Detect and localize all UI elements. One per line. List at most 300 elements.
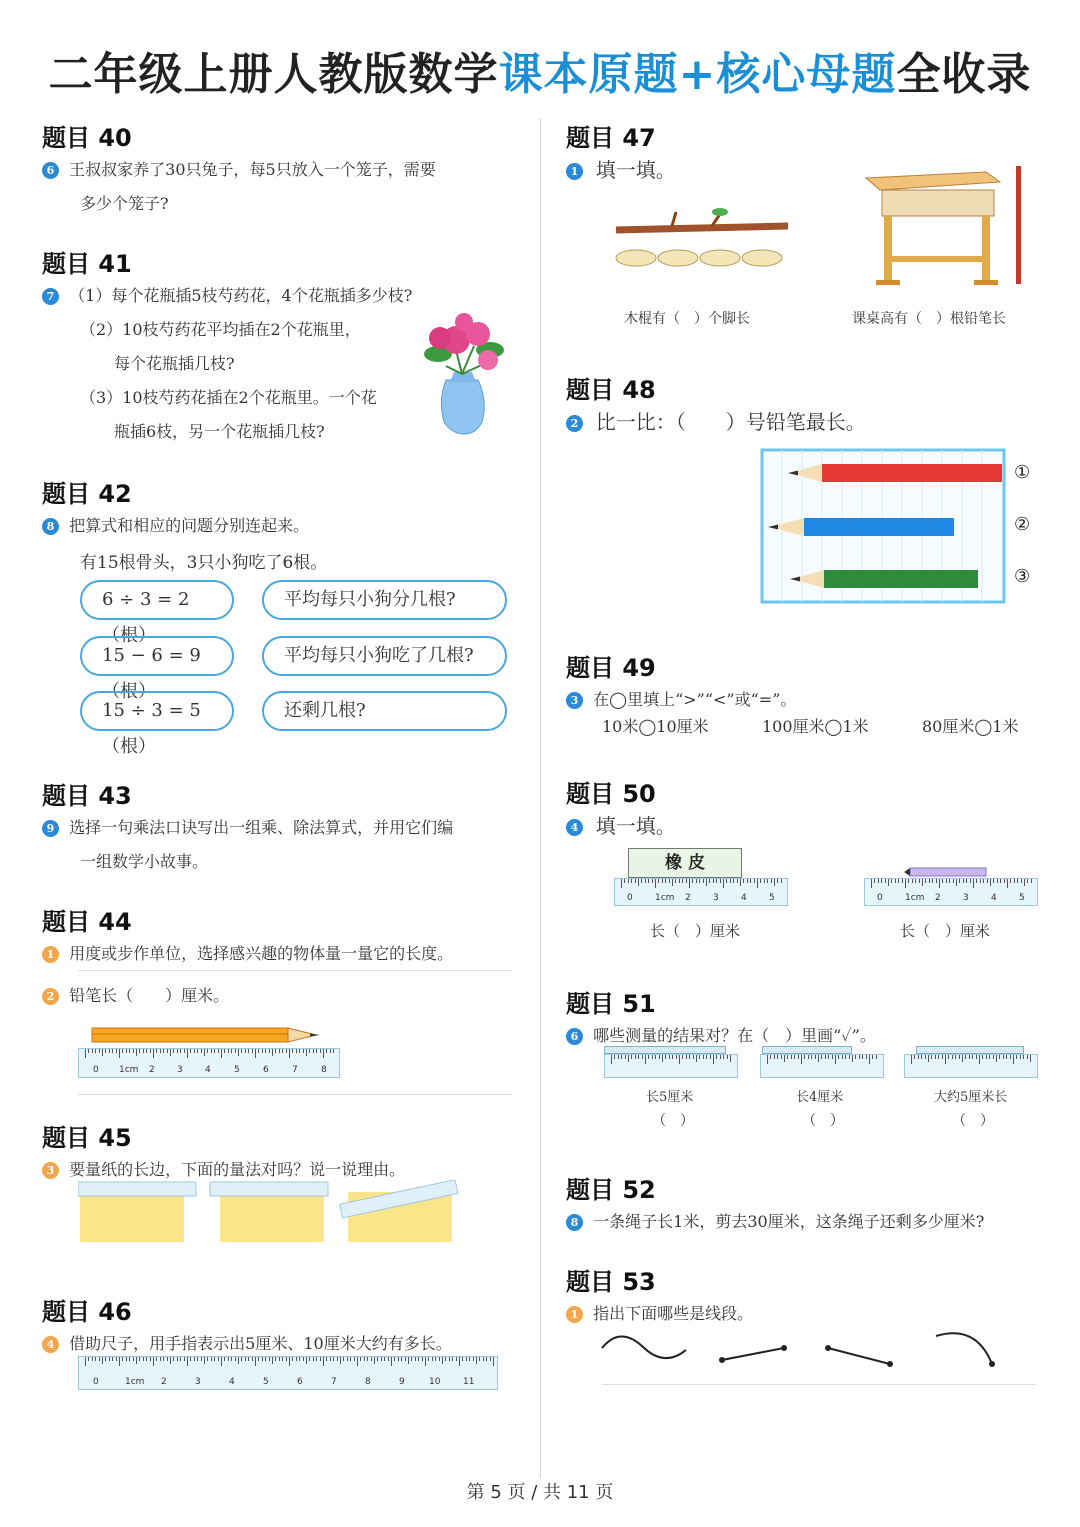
- ruler-tick: [269, 1049, 270, 1053]
- ruler-tick: [1023, 1055, 1024, 1059]
- ruler-tick: [255, 1357, 256, 1366]
- ruler-tick: [922, 879, 923, 886]
- ruler-tick: [1007, 879, 1008, 888]
- ruler-tick: [770, 1055, 771, 1059]
- ruler-tick: [645, 1055, 646, 1064]
- column-divider: [540, 118, 541, 1478]
- ruler-tick: [645, 879, 646, 883]
- ruler-tick: [774, 1055, 775, 1059]
- ruler-tick: [990, 879, 991, 886]
- ruler-tick: [914, 1055, 915, 1059]
- ruler: 0 1cm 2 3 4 5 6 7 8: [78, 1048, 340, 1078]
- ruler-tick: [211, 1049, 212, 1053]
- ruler-tick: [442, 1357, 443, 1364]
- ruler-tick: [723, 879, 724, 888]
- ruler-tick: [340, 1357, 341, 1364]
- ruler-tick: [621, 1055, 622, 1059]
- ruler-tick: [221, 1049, 222, 1058]
- ruler-tick: [360, 1357, 361, 1361]
- ruler-tick: [184, 1049, 185, 1053]
- ruler-tick: [921, 1055, 922, 1059]
- ruler-tick: [435, 1357, 436, 1361]
- ruler-tick: [760, 879, 761, 883]
- ruler-tick: [252, 1357, 253, 1361]
- ruler-tick: [231, 1357, 232, 1361]
- ruler-tick: [245, 1357, 246, 1361]
- expression-box[interactable]: 15 − 6 = 9（根）: [80, 636, 234, 676]
- ruler-tick: [85, 1049, 86, 1058]
- ruler-tick: [160, 1049, 161, 1053]
- ruler-tick: [866, 1055, 867, 1059]
- question-45: 题目 45 3 要量纸的长边，下面的量法对吗？说一说理由。: [42, 1118, 522, 1187]
- ruler-tick: [95, 1357, 96, 1361]
- ruler-tick: [754, 879, 755, 883]
- ruler-tick: [292, 1357, 293, 1361]
- ruler-tick: [911, 1055, 912, 1064]
- ruler-tick: [669, 1055, 670, 1059]
- ruler-tick: [1014, 879, 1015, 883]
- ruler-tick: [740, 879, 741, 886]
- ruler-tick: [303, 1049, 304, 1053]
- ruler-tick: [289, 1049, 290, 1058]
- ruler-tick: [1024, 879, 1025, 886]
- ruler-tick: [757, 879, 758, 888]
- ruler: 0 1cm 2 3 4 5: [864, 878, 1038, 906]
- ruler-tick: [979, 1055, 980, 1064]
- ruler-tick: [469, 1357, 470, 1361]
- ruler-tick: [279, 1357, 280, 1361]
- ruler-tick: [167, 1049, 168, 1053]
- question-box[interactable]: 平均每只小狗分几根?: [262, 580, 507, 620]
- ruler-tick: [804, 1055, 805, 1059]
- ruler-tick: [224, 1357, 225, 1361]
- ruler-tick: [764, 879, 765, 883]
- ruler-tick: [384, 1357, 385, 1361]
- ruler-tick: [1000, 879, 1001, 883]
- ruler-tick: [665, 879, 666, 883]
- ruler-tick: [905, 879, 906, 888]
- ruler-tick: [139, 1049, 140, 1053]
- ruler-tick: [313, 1357, 314, 1361]
- ruler-tick: [207, 1049, 208, 1053]
- ruler-tick: [105, 1357, 106, 1361]
- ruler-tick: [969, 1055, 970, 1059]
- ruler-tick: [439, 1357, 440, 1361]
- ruler-tick: [401, 1357, 402, 1361]
- ruler-tick: [791, 1055, 792, 1059]
- ruler-tick: [190, 1049, 191, 1053]
- ruler-tick: [207, 1357, 208, 1361]
- ruler-tick: [942, 879, 943, 883]
- ruler-tick: [92, 1049, 93, 1053]
- ruler-tick: [109, 1357, 110, 1361]
- ruler-tick: [235, 1357, 236, 1361]
- ruler-tick: [306, 1049, 307, 1056]
- ruler-tick: [1004, 879, 1005, 883]
- ruler-tick: [476, 1357, 477, 1364]
- ruler-tick: [631, 879, 632, 883]
- question-49: 题目 49 3 在◯里填上“>”“<”或“=”。 10米◯10厘米 100厘米◯1米 80厘米◯1米: [566, 654, 1019, 736]
- ruler-tick: [832, 1055, 833, 1059]
- ruler-tick: [146, 1049, 147, 1053]
- ruler-tick: [173, 1357, 174, 1361]
- question-47: 题目 47 1 填一填。 木棍有（ ）个脚长 课桌高有（ ）根铅笔长: [566, 118, 1046, 187]
- ruler-tick: [794, 1055, 795, 1059]
- ruler-tick: [102, 1049, 103, 1056]
- ruler-tick: [122, 1357, 123, 1361]
- ruler-tick: [686, 1055, 687, 1059]
- answer-parentheses[interactable]: （ ）: [652, 1113, 694, 1129]
- short-pencil-image: [904, 866, 996, 878]
- ruler-tick: [987, 879, 988, 883]
- ruler-tick: [959, 1055, 960, 1059]
- ruler-tick: [88, 1357, 89, 1361]
- ruler-tick: [262, 1357, 263, 1361]
- ruler-tick: [953, 879, 954, 883]
- ruler-tick: [337, 1357, 338, 1361]
- ruler-tick: [228, 1049, 229, 1053]
- ruler-tick: [126, 1357, 127, 1361]
- ruler-tick: [153, 1357, 154, 1366]
- ruler-tick: [99, 1049, 100, 1053]
- ruler-tick: [238, 1357, 239, 1364]
- ruler-tick: [682, 1055, 683, 1059]
- ruler-tick: [258, 1357, 259, 1361]
- ruler-tick: [720, 1055, 721, 1059]
- ruler-tick: [490, 1357, 491, 1361]
- ruler-tick: [966, 879, 967, 883]
- ruler-tick: [163, 1049, 164, 1053]
- ruler-tick: [662, 879, 663, 883]
- ruler-tick: [835, 1055, 836, 1064]
- ruler-tick: [1010, 879, 1011, 883]
- ruler-tick: [88, 1049, 89, 1053]
- ruler-tick: [133, 1049, 134, 1053]
- ruler: [604, 1054, 738, 1078]
- ruler-tick: [727, 1055, 728, 1059]
- ruler-tick: [989, 1055, 990, 1059]
- ruler-tick: [962, 1055, 963, 1062]
- ruler-tick: [224, 1049, 225, 1053]
- ruler-tick: [119, 1049, 120, 1058]
- question-51: 题目 51 6 哪些测量的结果对？在（ ）里画“✓”。 长5厘米 长4厘米 大约5厘米长 （ ） （ ） （ ）: [566, 984, 1046, 1053]
- ruler-tick: [1003, 1055, 1004, 1059]
- ruler-tick: [245, 1049, 246, 1053]
- ruler-tick: [828, 1055, 829, 1059]
- ruler-tick: [136, 1049, 137, 1056]
- ruler-tick: [292, 1049, 293, 1053]
- ruler-tick: [173, 1049, 174, 1053]
- question-40: 题目 40 6 王叔叔家养了30只兔子，每5只放入一个笼子，需要 多少个笼子?: [42, 118, 522, 221]
- ruler-tick: [167, 1357, 168, 1361]
- ruler-tick: [1027, 1055, 1028, 1059]
- ruler-tick: [316, 1049, 317, 1053]
- ruler-tick: [170, 1357, 171, 1364]
- ruler-tick: [648, 879, 649, 883]
- ruler-tick: [374, 1357, 375, 1364]
- ruler-tick: [682, 879, 683, 883]
- ruler-tick: [699, 879, 700, 883]
- ruler-tick: [652, 879, 653, 883]
- ruler-tick: [611, 1055, 612, 1064]
- ruler-tick: [852, 1055, 853, 1062]
- ruler-tick: [771, 879, 772, 883]
- ruler-tick: [849, 1055, 850, 1059]
- ruler-tick: [976, 879, 977, 883]
- ruler-tick: [713, 1055, 714, 1064]
- ruler-tick: [618, 1055, 619, 1059]
- ruler-tick: [493, 1357, 494, 1366]
- ruler-tick: [214, 1357, 215, 1361]
- ruler-tick: [710, 1055, 711, 1059]
- ruler-tick: [296, 1049, 297, 1053]
- ruler-tick: [316, 1357, 317, 1361]
- ruler-tick: [891, 879, 892, 883]
- ruler-tick: [408, 1357, 409, 1364]
- ruler-tick: [628, 879, 629, 883]
- ruler-tick: [313, 1049, 314, 1053]
- ruler-tick: [925, 879, 926, 883]
- question-heading: 题目 40: [42, 124, 132, 152]
- ruler-tick: [706, 1055, 707, 1059]
- ruler-tick: [908, 879, 909, 883]
- ruler-tick: [946, 879, 947, 883]
- ruler-tick: [204, 1357, 205, 1364]
- ruler-tick: [716, 1055, 717, 1059]
- ruler-tick: [842, 1055, 843, 1059]
- ruler-tick: [931, 1055, 932, 1059]
- ruler-tick: [726, 879, 727, 883]
- lines-figure: [596, 1324, 1036, 1374]
- ruler-tick: [730, 879, 731, 883]
- ruler-tick: [102, 1357, 103, 1364]
- ruler-tick: [996, 1055, 997, 1062]
- ruler-tick: [190, 1357, 191, 1361]
- ruler-tick: [999, 1055, 1000, 1059]
- ruler-tick: [709, 879, 710, 883]
- measuring-paper-images: [78, 1180, 518, 1244]
- ruler-tick: [449, 1357, 450, 1361]
- ruler-tick: [874, 879, 875, 883]
- question-box[interactable]: 还剩几根?: [262, 691, 507, 731]
- answer-parentheses[interactable]: （ ）: [802, 1113, 844, 1129]
- ruler-tick: [156, 1049, 157, 1053]
- ruler-tick: [299, 1049, 300, 1053]
- ruler-tick: [415, 1357, 416, 1361]
- ruler-tick: [357, 1357, 358, 1366]
- ruler-tick: [323, 1049, 324, 1058]
- ruler-tick: [265, 1049, 266, 1053]
- ruler-tick: [1006, 1055, 1007, 1059]
- ruler-tick: [275, 1049, 276, 1053]
- flower-vase-image: [416, 310, 512, 435]
- ruler-tick: [150, 1357, 151, 1361]
- ruler-tick: [959, 879, 960, 883]
- ruler-tick: [986, 1055, 987, 1059]
- ruler-tick: [689, 1055, 690, 1059]
- ruler-tick: [767, 879, 768, 883]
- ruler-tick: [112, 1357, 113, 1361]
- ruler-tick: [838, 1055, 839, 1059]
- ruler-tick: [320, 1049, 321, 1053]
- expression-box[interactable]: 6 ÷ 3 = 2（根）: [80, 580, 234, 620]
- ruler-tick: [85, 1357, 86, 1366]
- ruler-tick: [915, 879, 916, 883]
- ruler-tick: [248, 1357, 249, 1361]
- ruler-tick: [241, 1357, 242, 1361]
- ruler: [760, 1054, 884, 1078]
- ruler-tick: [326, 1049, 327, 1053]
- ruler-tick: [452, 1357, 453, 1361]
- ruler-tick: [956, 879, 957, 886]
- ruler-tick: [462, 1357, 463, 1361]
- ruler-tick: [187, 1357, 188, 1366]
- ruler-tick: [180, 1357, 181, 1361]
- ruler-tick: [95, 1049, 96, 1053]
- ruler-tick: [821, 1055, 822, 1059]
- ruler-tick: [99, 1357, 100, 1361]
- ruler-tick: [641, 879, 642, 883]
- question-43: 题目 43 9 选择一句乘法口诀写出一组乘、除法算式，并用它们编 一组数学小故事。: [42, 782, 454, 871]
- ruler-tick: [228, 1357, 229, 1361]
- ruler-tick: [1021, 879, 1022, 883]
- ruler-tick: [92, 1357, 93, 1361]
- question-53: 题目 53 1 指出下面哪些是线段。: [566, 1262, 1046, 1331]
- ruler-tick: [136, 1357, 137, 1364]
- ruler-tick: [201, 1357, 202, 1361]
- ruler-tick: [936, 879, 937, 883]
- ruler-tick: [648, 1055, 649, 1059]
- ruler-tick: [364, 1357, 365, 1361]
- ruler-tick: [955, 1055, 956, 1059]
- ruler-tick: [241, 1049, 242, 1053]
- ruler-tick: [1031, 879, 1032, 883]
- ruler-tick: [798, 1055, 799, 1059]
- ruler-tick: [139, 1357, 140, 1361]
- expression-box[interactable]: 15 ÷ 3 = 5（根）: [80, 691, 234, 731]
- ruler-tick: [932, 879, 933, 883]
- ruler-tick: [747, 879, 748, 883]
- ruler-tick: [948, 1055, 949, 1059]
- ruler-tick: [258, 1049, 259, 1053]
- ruler-tick: [614, 1055, 615, 1059]
- ruler-tick: [221, 1357, 222, 1366]
- ruler-tick: [631, 1055, 632, 1059]
- ruler-tick: [965, 1055, 966, 1059]
- ruler-tick: [662, 1055, 663, 1062]
- ruler-tick: [895, 879, 896, 883]
- ruler-tick: [952, 1055, 953, 1059]
- ruler-tick: [306, 1357, 307, 1364]
- page-title: 二年级上册人教版数学课本原题+核心母题全收录: [48, 49, 1032, 100]
- question-42: 题目 42 8 把算式和相应的问题分别连起来。 有15根骨头，3只小狗吃了6根。 6 ÷ 3 = 2（根） 15 − 6 = 9（根） 15 ÷ 3 = 5（根） 平均每只小狗分几根? 平均每只小狗吃了几根? 还剩几根?: [42, 474, 522, 583]
- ruler-tick: [112, 1049, 113, 1053]
- ruler-tick: [367, 1357, 368, 1361]
- ruler-tick: [350, 1357, 351, 1361]
- ruler-tick: [862, 1055, 863, 1059]
- ruler-tick: [689, 879, 690, 888]
- ruler-tick: [743, 879, 744, 883]
- ruler-tick: [116, 1049, 117, 1053]
- ruler-tick: [658, 879, 659, 883]
- ruler-tick: [371, 1357, 372, 1361]
- ruler: 0 1cm 2 3 4 5 6 7 8 9 10 11: [78, 1356, 498, 1390]
- ruler-tick: [238, 1049, 239, 1056]
- ruler-tick: [993, 879, 994, 883]
- ruler-tick: [1030, 1055, 1031, 1062]
- ruler-tick: [473, 1357, 474, 1361]
- ruler-tick: [638, 879, 639, 886]
- ruler-tick: [669, 879, 670, 883]
- ruler-tick: [801, 1055, 802, 1064]
- ruler-tick: [262, 1049, 263, 1053]
- ruler-tick: [871, 879, 872, 888]
- ruler-tick: [187, 1049, 188, 1058]
- ruler-tick: [272, 1049, 273, 1056]
- ruler-tick: [733, 879, 734, 883]
- ruler-tick: [289, 1357, 290, 1366]
- ruler-tick: [720, 879, 721, 883]
- ruler-tick: [942, 1055, 943, 1059]
- ruler-tick: [928, 1055, 929, 1062]
- ruler-tick: [949, 879, 950, 883]
- ruler-tick: [945, 1055, 946, 1064]
- ruler-tick: [885, 879, 886, 883]
- ruler-tick: [184, 1357, 185, 1361]
- ruler-tick: [180, 1049, 181, 1053]
- answer-parentheses[interactable]: （ ）: [952, 1113, 994, 1129]
- ruler-tick: [774, 879, 775, 886]
- ruler-tick: [211, 1357, 212, 1361]
- ruler-tick: [126, 1049, 127, 1053]
- ruler-tick: [265, 1357, 266, 1361]
- ruler-tick: [177, 1357, 178, 1361]
- ruler-tick: [218, 1049, 219, 1053]
- ruler-tick: [699, 1055, 700, 1059]
- ruler-tick: [303, 1357, 304, 1361]
- ruler-tick: [391, 1357, 392, 1366]
- ruler-tick: [781, 879, 782, 883]
- ruler-tick: [418, 1357, 419, 1361]
- ruler-tick: [918, 1055, 919, 1059]
- ruler-tick: [255, 1049, 256, 1058]
- ruler-tick: [692, 879, 693, 883]
- ruler-tick: [672, 879, 673, 886]
- ruler-tick: [432, 1357, 433, 1361]
- ruler-tick: [679, 879, 680, 883]
- ruler-tick: [716, 879, 717, 883]
- ruler-tick: [326, 1357, 327, 1361]
- ruler-tick: [672, 1055, 673, 1059]
- ruler-tick: [252, 1049, 253, 1053]
- ruler-tick: [218, 1357, 219, 1361]
- ruler-tick: [925, 1055, 926, 1059]
- question-box[interactable]: 平均每只小狗吃了几根?: [262, 636, 507, 676]
- ruler-tick: [129, 1357, 130, 1361]
- ruler-tick: [1016, 1055, 1017, 1059]
- question-48: 题目 48 2 比一比：（ ）号铅笔最长。 ① ② ③: [566, 370, 1046, 439]
- page-footer: 第 5 页 / 共 11 页: [466, 1482, 614, 1503]
- ruler-tick: [299, 1357, 300, 1361]
- ruler-tick: [354, 1357, 355, 1361]
- ruler-tick: [483, 1357, 484, 1361]
- ruler-tick: [723, 1055, 724, 1059]
- ruler-tick: [388, 1357, 389, 1361]
- ruler-tick: [659, 1055, 660, 1059]
- ruler-tick: [635, 879, 636, 883]
- ruler-tick: [333, 1357, 334, 1361]
- pencil-image: [90, 1024, 340, 1048]
